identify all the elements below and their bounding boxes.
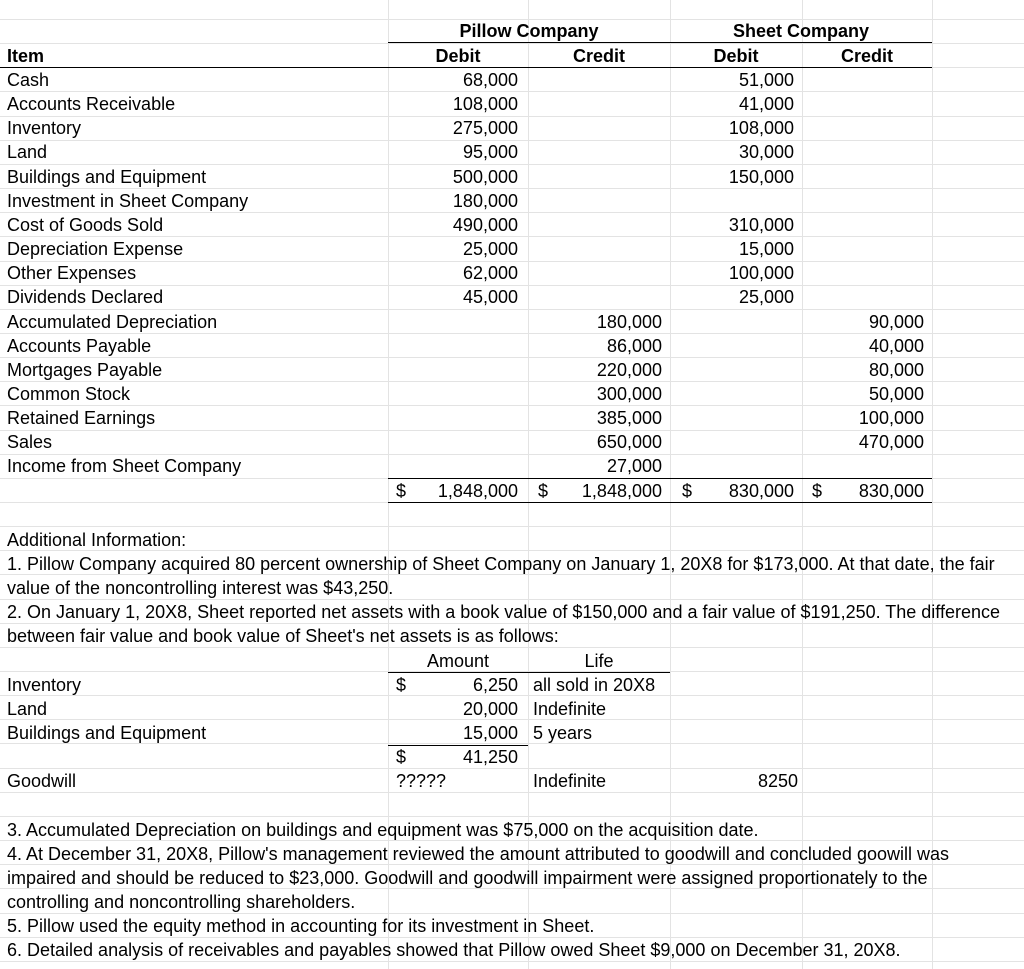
sheet-company-header: Sheet Company bbox=[732, 21, 870, 41]
sheet-credit-total: 830,000 bbox=[858, 481, 924, 501]
row-pillow-credit bbox=[552, 262, 662, 284]
row-item: Mortgages Payable bbox=[7, 360, 163, 380]
diff-row-item: Land bbox=[7, 699, 48, 719]
diff-row-life: Indefinite bbox=[533, 699, 607, 719]
row-pillow-credit bbox=[552, 93, 662, 115]
diff-total-currency: $ bbox=[396, 747, 407, 767]
row-pillow-debit: 25,000 bbox=[462, 239, 518, 259]
life-header: Life bbox=[584, 651, 614, 671]
row-sheet-debit: 25,000 bbox=[738, 287, 794, 307]
pillow-company-header: Pillow Company bbox=[459, 21, 599, 41]
grid-row-line bbox=[0, 91, 1024, 92]
diff-row-life: 5 years bbox=[533, 723, 593, 743]
row-sheet-debit bbox=[700, 431, 794, 453]
row-sheet-credit bbox=[826, 190, 924, 212]
grid-row-line bbox=[0, 333, 1024, 334]
row-pillow-credit bbox=[552, 141, 662, 163]
row-sheet-credit bbox=[826, 455, 924, 477]
row-pillow-debit: 490,000 bbox=[452, 215, 518, 235]
sheet-debit-total-currency: $ bbox=[682, 481, 693, 501]
row-item: Investment in Sheet Company bbox=[7, 191, 249, 211]
row-sheet-debit: 15,000 bbox=[738, 239, 794, 259]
row-sheet-credit: 50,000 bbox=[868, 384, 924, 404]
row-pillow-credit: 27,000 bbox=[606, 456, 662, 476]
row-pillow-debit bbox=[410, 407, 518, 429]
row-item: Cash bbox=[7, 70, 50, 90]
goodwill-life: Indefinite bbox=[533, 771, 607, 791]
row-sheet-credit bbox=[826, 93, 924, 115]
row-pillow-credit: 180,000 bbox=[596, 312, 662, 332]
grid-row-line bbox=[0, 188, 1024, 189]
sheet-debit-header: Debit bbox=[713, 46, 759, 66]
pillow-credit-header: Credit bbox=[572, 46, 625, 66]
row-pillow-credit bbox=[552, 117, 662, 139]
item-column-header: Item bbox=[7, 46, 45, 66]
row-sheet-credit bbox=[826, 166, 924, 188]
grid-row-line bbox=[0, 164, 1024, 165]
diff-currency-first: $ bbox=[396, 675, 407, 695]
row-sheet-debit bbox=[700, 383, 794, 405]
row-item: Retained Earnings bbox=[7, 408, 156, 428]
diff-row-amount: 6,250 bbox=[472, 675, 518, 695]
diff-row-item: Inventory bbox=[7, 675, 82, 695]
grid-row-line bbox=[0, 816, 1024, 817]
row-item: Buildings and Equipment bbox=[7, 167, 207, 187]
totals-topline bbox=[388, 478, 932, 479]
additional-info-heading: Additional Information: bbox=[7, 530, 187, 550]
row-pillow-debit: 45,000 bbox=[462, 287, 518, 307]
row-pillow-debit: 68,000 bbox=[462, 70, 518, 90]
diff-row-amount: 15,000 bbox=[462, 723, 518, 743]
sheet-credit-header: Credit bbox=[840, 46, 893, 66]
row-pillow-credit: 385,000 bbox=[596, 408, 662, 428]
note-5: 5. Pillow used the equity method in accounting for its investment in Sheet. bbox=[7, 916, 595, 936]
row-sheet-credit: 90,000 bbox=[868, 312, 924, 332]
row-sheet-credit bbox=[826, 238, 924, 260]
row-pillow-credit: 300,000 bbox=[596, 384, 662, 404]
columns-underline bbox=[0, 67, 932, 68]
row-pillow-credit: 86,000 bbox=[606, 336, 662, 356]
row-pillow-debit bbox=[410, 359, 518, 381]
diff-header-underline bbox=[388, 672, 670, 673]
grid-row-line bbox=[0, 768, 1024, 769]
header-underline bbox=[388, 42, 932, 43]
grid-row-line bbox=[0, 526, 1024, 527]
pillow-debit-header: Debit bbox=[435, 46, 481, 66]
grid-row-line bbox=[0, 381, 1024, 382]
diff-row-amount: 20,000 bbox=[462, 699, 518, 719]
row-item: Depreciation Expense bbox=[7, 239, 184, 259]
note-3: 3. Accumulated Depreciation on buildings and equipment was $75,000 on the acquisition date. bbox=[7, 820, 759, 840]
row-pillow-debit bbox=[410, 455, 518, 477]
row-item: Common Stock bbox=[7, 384, 131, 404]
diff-row-life: all sold in 20X8 bbox=[533, 675, 656, 695]
row-pillow-debit bbox=[410, 383, 518, 405]
row-item: Other Expenses bbox=[7, 263, 137, 283]
row-pillow-debit: 108,000 bbox=[452, 94, 518, 114]
row-item: Cost of Goods Sold bbox=[7, 215, 164, 235]
row-sheet-debit bbox=[700, 359, 794, 381]
grid-row-line bbox=[0, 792, 1024, 793]
sheet-credit-total-currency: $ bbox=[812, 481, 823, 501]
row-sheet-credit: 80,000 bbox=[868, 360, 924, 380]
row-pillow-credit bbox=[552, 69, 662, 91]
row-pillow-debit: 180,000 bbox=[452, 191, 518, 211]
diff-row-item: Buildings and Equipment bbox=[7, 723, 207, 743]
row-sheet-debit: 108,000 bbox=[728, 118, 794, 138]
row-sheet-credit: 40,000 bbox=[868, 336, 924, 356]
row-pillow-debit bbox=[410, 311, 518, 333]
row-sheet-debit bbox=[700, 311, 794, 333]
row-item: Income from Sheet Company bbox=[7, 456, 242, 476]
row-item: Land bbox=[7, 142, 48, 162]
row-sheet-credit bbox=[826, 117, 924, 139]
row-pillow-debit: 62,000 bbox=[462, 263, 518, 283]
row-sheet-debit bbox=[700, 335, 794, 357]
note-2: 2. On January 1, 20X8, Sheet reported net assets with a book value of $150,000 and a fair value of $191,250. The difference between fair value and book value of Sheet's net assets is as follows: bbox=[7, 602, 1001, 646]
row-item: Accounts Payable bbox=[7, 336, 152, 356]
pillow-debit-total: 1,848,000 bbox=[437, 481, 518, 501]
grid-row-line bbox=[0, 309, 1024, 310]
row-sheet-credit bbox=[826, 141, 924, 163]
row-pillow-credit: 650,000 bbox=[596, 432, 662, 452]
row-pillow-credit bbox=[552, 238, 662, 260]
goodwill-value: 8250 bbox=[757, 771, 798, 791]
row-sheet-credit: 100,000 bbox=[858, 408, 924, 428]
grid-row-line bbox=[0, 236, 1024, 237]
row-sheet-credit bbox=[826, 69, 924, 91]
row-sheet-debit bbox=[700, 455, 794, 477]
row-item: Sales bbox=[7, 432, 53, 452]
note-6: 6. Detailed analysis of receivables and payables showed that Pillow owed Sheet $9,000 on December 31, 20X8. bbox=[7, 940, 901, 960]
row-item: Accumulated Depreciation bbox=[7, 312, 218, 332]
row-pillow-credit: 220,000 bbox=[596, 360, 662, 380]
goodwill-label: Goodwill bbox=[7, 771, 77, 791]
row-sheet-debit: 100,000 bbox=[728, 263, 794, 283]
row-pillow-debit: 95,000 bbox=[462, 142, 518, 162]
row-sheet-debit: 30,000 bbox=[738, 142, 794, 162]
pillow-debit-total-currency: $ bbox=[396, 481, 407, 501]
row-item: Dividends Declared bbox=[7, 287, 164, 307]
totals-underline bbox=[388, 502, 932, 503]
amount-header: Amount bbox=[426, 651, 490, 671]
grid-row-line bbox=[0, 43, 1024, 44]
note-1: 1. Pillow Company acquired 80 percent ownership of Sheet Company on January 1, 20X8 for $173,000. At that date, the fair value of the noncontrolling interest was $43,250. bbox=[7, 554, 995, 598]
row-sheet-credit bbox=[826, 286, 924, 308]
grid-row-line bbox=[0, 212, 1024, 213]
row-pillow-debit: 275,000 bbox=[452, 118, 518, 138]
row-pillow-credit bbox=[552, 214, 662, 236]
row-pillow-credit bbox=[552, 166, 662, 188]
row-pillow-debit: 500,000 bbox=[452, 167, 518, 187]
row-sheet-credit bbox=[826, 262, 924, 284]
row-pillow-credit bbox=[552, 286, 662, 308]
goodwill-amount: ????? bbox=[396, 771, 447, 791]
row-sheet-debit: 41,000 bbox=[738, 94, 794, 114]
row-pillow-credit bbox=[552, 190, 662, 212]
grid-row-line bbox=[0, 405, 1024, 406]
row-sheet-debit bbox=[700, 407, 794, 429]
note-4: 4. At December 31, 20X8, Pillow's management reviewed the amount attributed to goodwill and concluded goowill was impaired and should be reduced to $23,000. Goodwill and goodwill impairment were assigned proportionately to the controlling and noncontrolling shareholders. bbox=[7, 844, 949, 912]
row-pillow-debit bbox=[410, 431, 518, 453]
row-sheet-debit bbox=[700, 190, 794, 212]
grid-row-line bbox=[0, 357, 1024, 358]
sheet-debit-total: 830,000 bbox=[728, 481, 794, 501]
pillow-credit-total-currency: $ bbox=[538, 481, 549, 501]
row-sheet-debit: 150,000 bbox=[728, 167, 794, 187]
row-pillow-debit bbox=[410, 335, 518, 357]
row-item: Accounts Receivable bbox=[7, 94, 176, 114]
row-item: Inventory bbox=[7, 118, 82, 138]
row-sheet-debit: 51,000 bbox=[738, 70, 794, 90]
pillow-credit-total: 1,848,000 bbox=[581, 481, 662, 501]
row-sheet-credit: 470,000 bbox=[858, 432, 924, 452]
row-sheet-debit: 310,000 bbox=[728, 215, 794, 235]
row-sheet-credit bbox=[826, 214, 924, 236]
diff-total: 41,250 bbox=[462, 747, 518, 767]
